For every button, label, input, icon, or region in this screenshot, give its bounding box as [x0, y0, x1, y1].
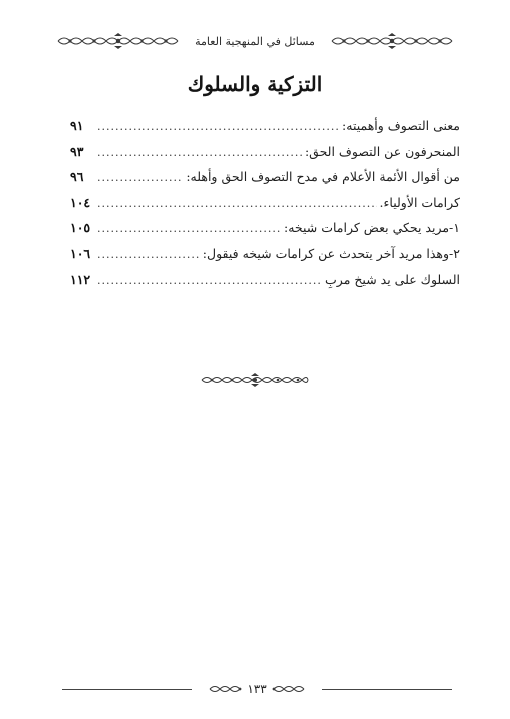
dot-leader — [97, 146, 302, 159]
toc-entry-page: ١٠٦ — [70, 245, 91, 261]
toc-entry[interactable] — [70, 195, 460, 221]
running-header-title: مسائل في المنهجية العامة — [195, 34, 315, 48]
dot-leader — [97, 274, 322, 287]
header-ornament-left-icon — [56, 31, 184, 51]
toc-entry-title: السلوك على يد شيخ مربِ — [325, 271, 460, 287]
scroll-flourish-left-icon — [209, 680, 243, 699]
toc-entry-page: ٩٣ — [70, 143, 84, 159]
dot-leader — [97, 222, 281, 235]
table-of-contents — [70, 118, 460, 297]
toc-entry-title: ١-مريد يحكي بعض كرامات شيخه: — [284, 220, 460, 236]
dot-leader — [97, 197, 377, 210]
page-footer — [62, 682, 452, 696]
footer-rule-left — [62, 689, 192, 690]
toc-entry[interactable] — [70, 220, 460, 246]
page-number: ١٣٣ — [247, 682, 267, 696]
toc-entry[interactable] — [70, 246, 460, 272]
toc-entry-title: ٢-وهذا مريد آخر يتحدث عن كرامات شيخه فيقول: — [202, 245, 460, 261]
floral-divider-icon — [200, 372, 310, 386]
toc-entry-page: ٩١ — [70, 118, 84, 133]
footer-rule-right — [322, 689, 452, 690]
dot-leader — [97, 120, 339, 133]
toc-entry-page: ٩٦ — [70, 169, 84, 185]
footer-page-number-group — [197, 682, 317, 696]
toc-entry-page: ١٠٥ — [70, 220, 91, 236]
toc-entry[interactable] — [70, 272, 460, 298]
toc-entry-title: من أقوال الأئمة الأعلام في مدح التصوف الحق وأهله: — [186, 169, 460, 185]
toc-entry[interactable] — [70, 169, 460, 195]
toc-entry-title: معنى التصوف وأهميته: — [342, 118, 460, 133]
dot-leader — [97, 171, 183, 184]
page-header — [56, 31, 454, 51]
dot-leader — [97, 248, 200, 261]
toc-entry-title: كرامات الأولياء. — [379, 194, 460, 210]
header-ornament-right-icon — [326, 31, 454, 51]
toc-entry[interactable] — [70, 118, 460, 144]
toc-entry-page: ١١٢ — [70, 271, 91, 287]
toc-entry-page: ١٠٤ — [70, 194, 91, 210]
scroll-flourish-right-icon — [271, 680, 305, 699]
section-title: التزكية والسلوك — [187, 72, 323, 96]
toc-entry[interactable] — [70, 144, 460, 170]
toc-entry-title: المنحرفون عن التصوف الحق: — [304, 143, 460, 159]
